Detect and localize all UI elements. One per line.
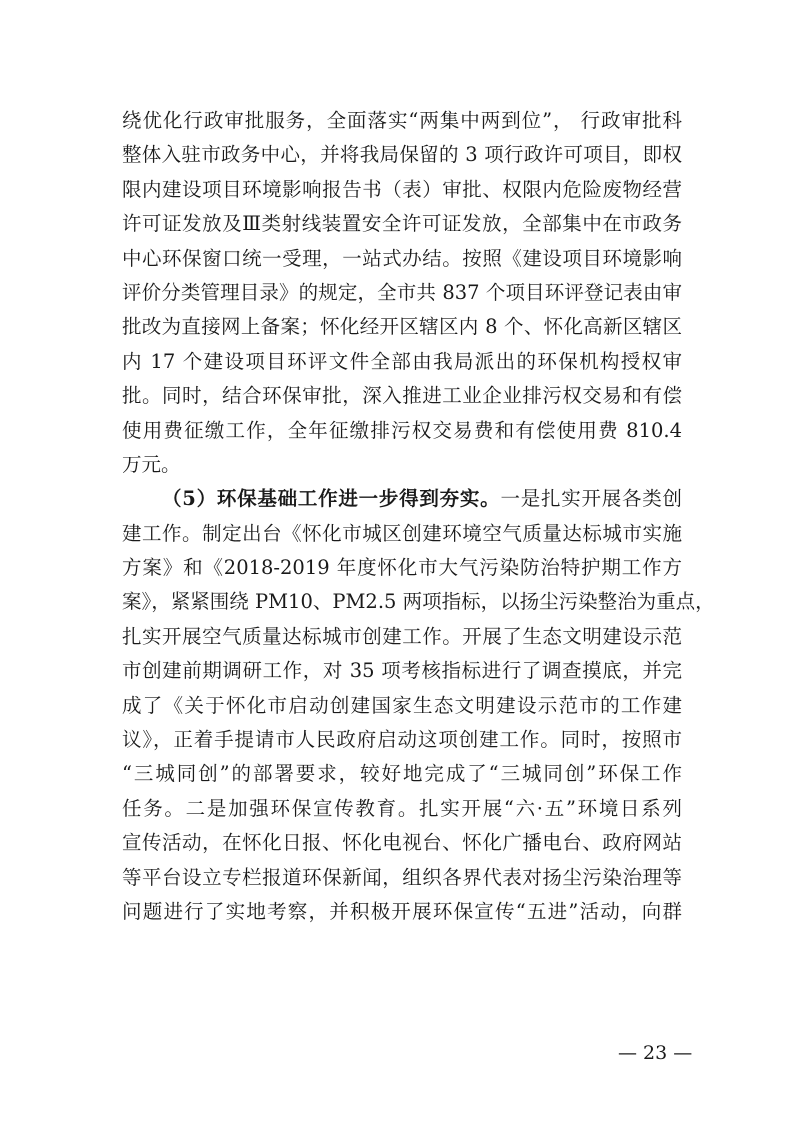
page-number: — 23 — (618, 1042, 693, 1064)
text-line: 市创建前期调研工作，对 35 项考核指标进行了调查摸底，并完 (122, 659, 682, 683)
text-line: 万元。 (122, 452, 181, 476)
text-line: 问题进行了实地考察，并积极开展环保宣传“五进”活动，向群 (122, 899, 682, 923)
text-line: 绕优化行政审批服务，全面落实“两集中两到位”， 行政审批科 (122, 109, 682, 132)
section-heading: （5）环保基础工作进一步得到夯实。 (162, 487, 501, 511)
text-line: 批。同时，结合环保审批，深入推进工业企业排污权交易和有偿 (122, 384, 682, 408)
text-line: 许可证发放及Ⅲ类射线装置安全许可证发放，全部集中在市政务 (122, 212, 682, 236)
text-line: 案》，紧紧围绕 PM10、PM2.5 两项指标，以扬尘污染整治为重点， (122, 590, 715, 614)
text-line: 扎实开展空气质量达标城市创建工作。开展了生态文明建设示范 (122, 624, 682, 648)
text-line: 方案》和《2018-2019 年度怀化市大气污染防治特护期工作方 (122, 556, 682, 580)
text-line: “三城同创”的部署要求，较好地完成了“三城同创”环保工作 (122, 762, 682, 786)
text-line: 内 17 个建设项目环评文件全部由我局派出的环保机构授权审 (122, 349, 682, 373)
text-line: 限内建设项目环境影响报告书（表）审批、权限内危险废物经营 (122, 177, 682, 201)
text-line: 批改为直接网上备案；怀化经开区辖区内 8 个、怀化高新区辖区 (122, 315, 682, 339)
text-line: 任务。二是加强环保宣传教育。扎实开展“六·五”环境日系列 (122, 796, 682, 820)
text-line: 议》，正着手提请市人民政府启动这项创建工作。同时，按照市 (122, 728, 682, 752)
paragraph-approval-services (122, 104, 682, 482)
text-line: 评价分类管理目录》的规定，全市共 837 个项目环评登记表由审 (122, 280, 682, 304)
page-body (122, 104, 715, 929)
text-line: 使用费征缴工作，全年征缴排污权交易费和有偿使用费 810.4 (122, 418, 682, 442)
text-line: 成了《关于怀化市启动创建国家生态文明建设示范市的工作建 (122, 693, 682, 717)
paragraph-environmental-foundation (122, 482, 715, 929)
text-line: 宣传活动，在怀化日报、怀化电视台、怀化广播电台、政府网站 (122, 831, 682, 855)
text-line: 中心环保窗口统一受理，一站式办结。按照《建设项目环境影响 (122, 246, 682, 270)
paragraph-first-line (122, 482, 682, 516)
text-line: 建工作。制定出台《怀化市城区创建环境空气质量达标城市实施 (122, 521, 682, 545)
text-line: 整体入驻市政务中心，并将我局保留的 3 项行政许可项目，即权 (122, 143, 682, 167)
text-line: 等平台设立专栏报道环保新闻，组织各界代表对扬尘污染治理等 (122, 865, 682, 889)
heading-continuation: 一是扎实开展各类创 (500, 487, 682, 511)
